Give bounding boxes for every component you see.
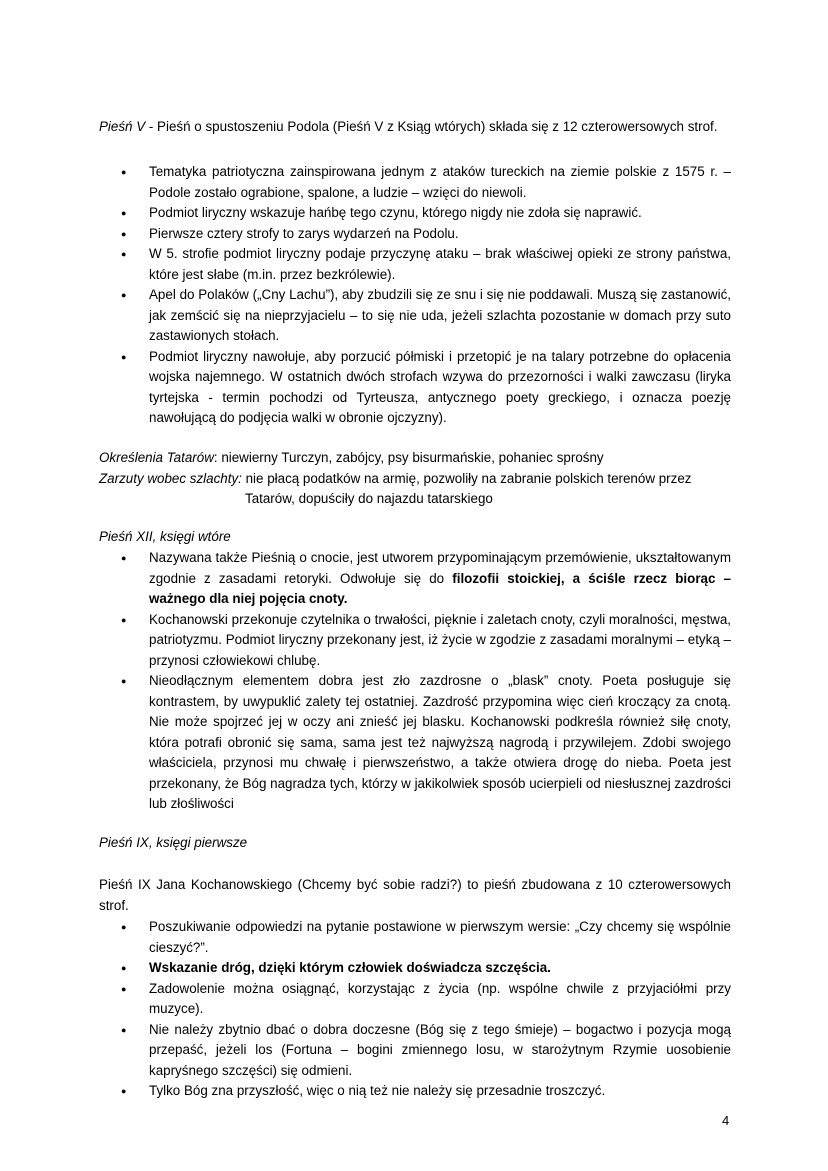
section-piesn-v: [99, 117, 731, 138]
list-item: ● Zadowolenie można osiągnąć, korzystając z życia (np. wspólne chwile z przyjaciółmi przy muzyce).: [99, 979, 731, 1020]
list-item: ● W 5. strofie podmiot liryczny podaje przyczynę ataku – brak właściwej opieki ze strony państwa, które jest słabe (m.in. przez bezkrólewie).: [99, 244, 731, 285]
list-item: ● Pierwsze cztery strofy to zarys wydarzeń na Podolu.: [99, 224, 731, 245]
list-item: ● Podmiot liryczny wskazuje hańbę tego czynu, którego nigdy nie zdoła się naprawić.: [99, 203, 731, 224]
list-item: ● Tematyka patriotyczna zainspirowana jednym z ataków tureckich na ziemie polskie z 1575 r. – Podole zostało ograbione, spalone, a ludzie – wzięci do niewoli.: [99, 162, 731, 203]
list-item: ● Nieodłącznym elementem dobra jest zło zazdrosne o „blask” cnoty. Poeta posługuje się kontrastem, by uwypuklić zalety tej ostatniej. Zazdrość przypomina więc cień kroczący za cnotą. Nie może spojrzeć jej w oczy ani znieść jej blasku. Kochanowski podkreśla również siłę cnoty, która potrafi obronić się sama, sama jest też najwyższą nagrodą i przywilejem. Zdobi swojego właściciela, przynosi mu chwałę i pierwszeństwo, a także otwiera drogę do nieba. Poeta jest przekonany, że Bóg nagradza tych, którzy w jakikolwiek sposób ucierpieli od niesłusznej zazdrości lub złośliwości: [99, 671, 731, 815]
list-item: ● Apel do Polaków („Cny Lachu”), aby zbudzili się ze snu i się nie poddawali. Muszą się zastanowić, jak zemścić się na nieprzyjacielu – to się nie uda, jeżeli szlachta pozostanie w domach przy suto zastawionych stołach.: [99, 285, 731, 347]
list-item: ● Wskazanie dróg, dzięki którym człowiek doświadcza szczęścia.: [99, 958, 731, 979]
section-heading: Pieśń XII, księgi wtóre: [99, 529, 231, 544]
bullet-list: [99, 548, 731, 815]
intro-paragraph: Pieśń IX Jana Kochanowskiego (Chcemy być sobie radzi?) to pieśń zbudowana z 10 czterowersowych strof.: [99, 877, 731, 913]
list-item: ● Nazywana także Pieśnią o cnocie, jest utworem przypominającym przemówienie, ukształtowanym zgodnie z zasadami retoryki. Odwołuje się do filozofii stoickiej, a ściśle rzecz biorąc – ważnego dla niej pojęcia cnoty.: [99, 548, 731, 610]
section-heading: Pieśń IX, księgi pierwsze: [99, 835, 248, 850]
page-number: 4: [722, 1113, 730, 1128]
list-item: ● Kochanowski przekonuje czytelnika o trwałości, pięknie i zaletach cnoty, czyli moralności, męstwa, patriotyzmu. Podmiot liryczny przekonany jest, iż życie w zgodzie z zasadami moralnymi – etyką – przynosi człowiekowi chlubę.: [99, 610, 731, 672]
tatars-terms: Określenia Tatarów: niewierny Turczyn, zabójcy, psy bisurmańskie, pohaniec sprośny Zarzuty wobec szlachty: nie płacą podatków na armię, pozwoliły na zabranie polskich terenów przez Tatarów, dopuściły do najazdu tatarskiego: [99, 450, 692, 506]
bullet-list: [99, 162, 731, 429]
bullet-list: [99, 917, 731, 1102]
list-item: ● Podmiot liryczny nawołuje, aby porzucić półmiski i przetopić je na talary potrzebne do opłacenia wojska najemnego. W ostatnich dwóch strofach wzywa do przezorności i walki zawczasu (liryka tyrtejska - termin pochodzi od Tyrteusza, antycznego poety greckiego, i oznacza poezję nawołującą do podjęcia walki w obronie ojczyzny).: [99, 347, 731, 429]
list-item: ● Tylko Bóg zna przyszłość, więc o nią też nie należy się przesadnie troszczyć.: [99, 1081, 731, 1102]
list-item: ● Nie należy zbytnio dbać o dobra doczesne (Bóg się z tego śmieje) – bogactwo i pozycja mogą przepaść, jeżeli los (Fortuna – bogini zmiennego losu, w starożytnym Rzymie uosobienie kapryśnego szczęści) się odmieni.: [99, 1020, 731, 1082]
section-heading: Pieśń V - Pieśń o spustoszeniu Podola (Pieśń V z Ksiąg wtórych) składa się z 12 czterowersowych strof.: [99, 119, 718, 134]
section-piesn-xii: [99, 527, 731, 548]
list-item: ● Poszukiwanie odpowiedzi na pytanie postawione w pierwszym wersie: „Czy chcemy się wspólnie cieszyć?”.: [99, 917, 731, 958]
section-piesn-ix: [99, 833, 731, 854]
